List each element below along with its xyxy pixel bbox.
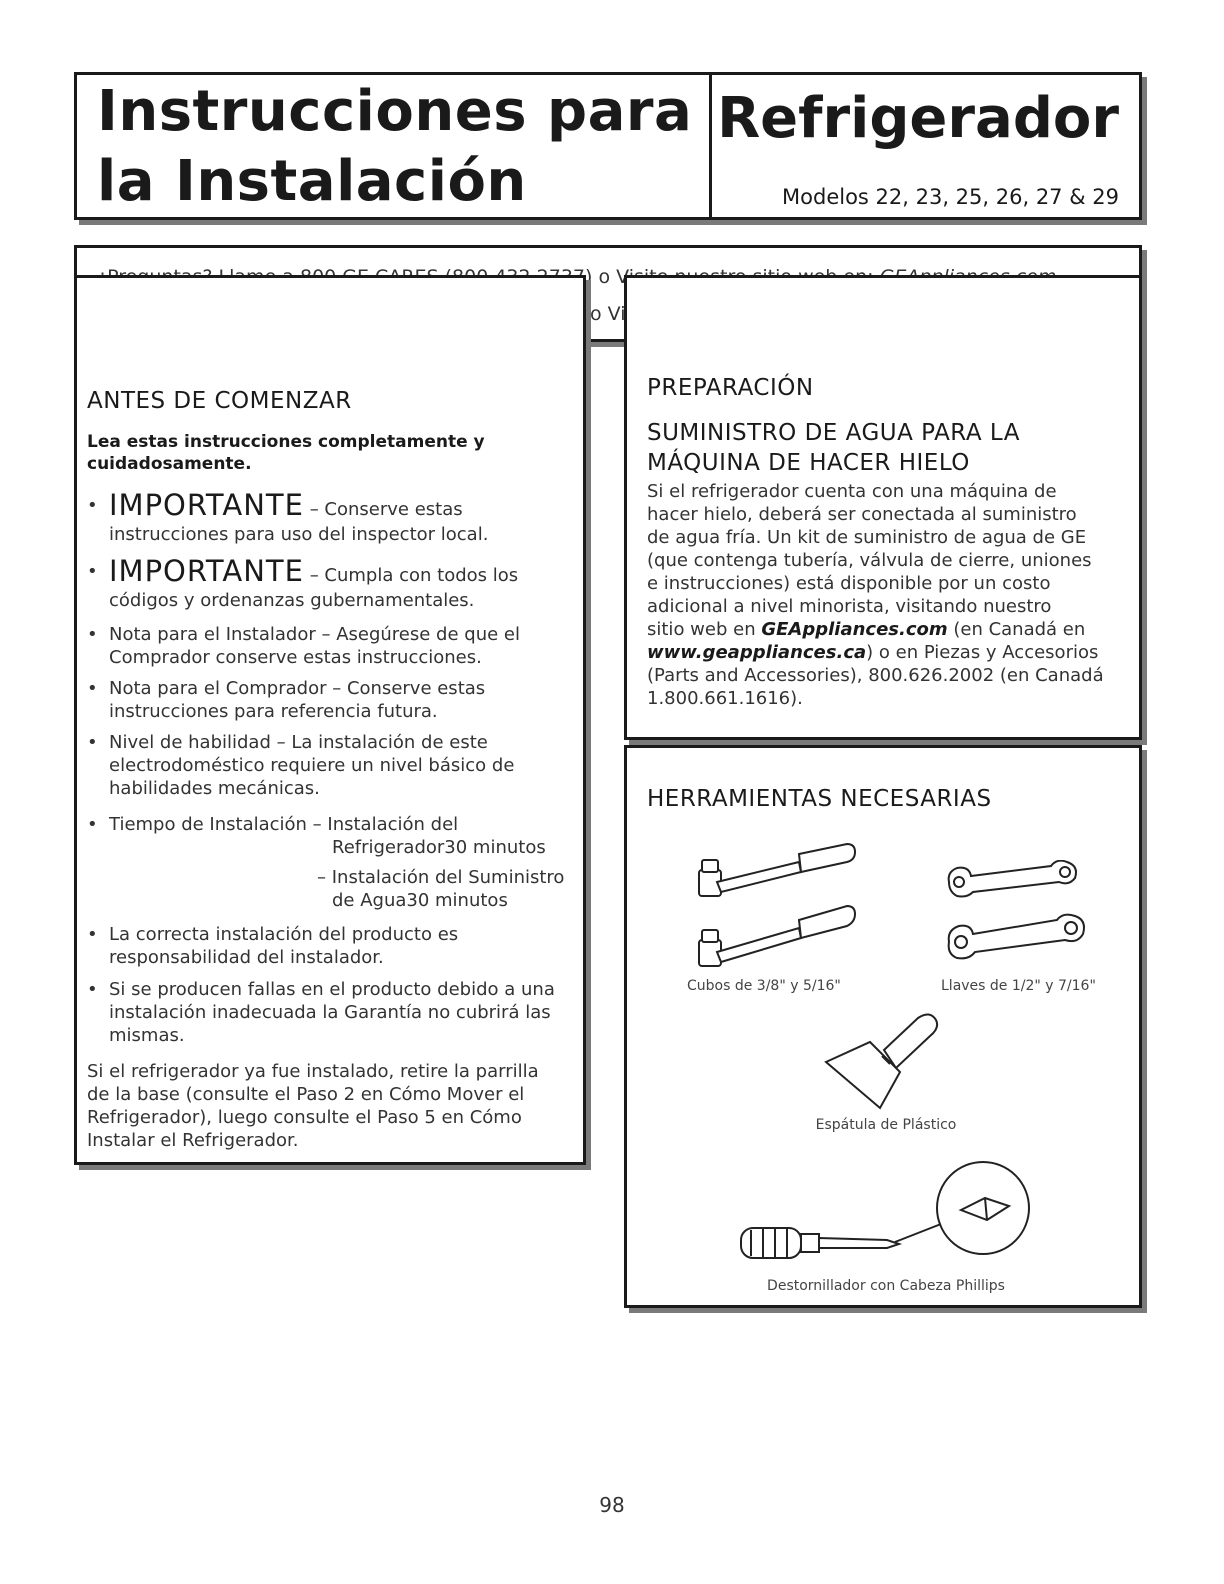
- header-product-title: Refrigerador: [717, 86, 1119, 151]
- open-end-wrench-icon: [939, 860, 1089, 970]
- phillips-screwdriver-icon: [737, 1158, 1037, 1268]
- list-item: • Si se producen fallas en el producto debido a una instalación inadecuada la Garantía no cubrirá las mismas.: [87, 979, 555, 1046]
- before-paragraph: Si el refrigerador ya fue instalado, retire la parrilla de la base (consulte el Paso 2 en Cómo Mover el Refrigerador), luego consulte el Paso 5 en Cómo Instalar el Refrigerador.: [87, 1061, 539, 1151]
- tools-section: [624, 745, 1142, 1308]
- page-number: 98: [599, 1493, 625, 1517]
- list-item: • Nivel de habilidad – La instalación de este electrodoméstico requiere un nivel básico de habilidades mecánicas.: [87, 732, 515, 799]
- bullet-icon: •: [87, 624, 98, 645]
- section-title-before: ANTES DE COMENZAR: [87, 388, 352, 414]
- header-models: Modelos 22, 23, 25, 26, 27 & 29: [782, 185, 1119, 209]
- socket-wrench-icon: [689, 840, 859, 970]
- bullet-icon: •: [87, 561, 98, 582]
- water-supply-subtitle: SUMINISTRO DE AGUA PARA LA MÁQUINA DE HACER HIELO: [647, 420, 1020, 476]
- bullet-icon: •: [87, 732, 98, 753]
- list-item: • Tiempo de Instalación – Instalación del Refrigerador30 minutos – Instalación del Suministro de Agua30 minutos: [87, 814, 565, 911]
- list-item: • Nota para el Instalador – Asegúrese de que el Comprador conserve estas instrucciones.: [87, 624, 520, 668]
- bullet-icon: •: [87, 678, 98, 699]
- header-left-title: Instrucciones para la Instalación: [97, 79, 693, 214]
- plastic-spatula-icon: [822, 1010, 942, 1110]
- preparation-section: [624, 275, 1142, 740]
- ge-appliances-link[interactable]: GEAppliances.com: [761, 619, 948, 640]
- bullet-icon: •: [87, 979, 98, 1000]
- screwdriver-caption: Destornillador con Cabeza Phillips: [767, 1278, 1005, 1294]
- contact-line-2: o: [589, 303, 602, 325]
- contact-line-1: o: [97, 266, 1056, 288]
- list-item: • La correcta instalación del producto es responsabilidad del instalador.: [87, 924, 459, 968]
- spatula-caption: Espátula de Plástico: [815, 1117, 957, 1133]
- document-header: [74, 72, 1142, 220]
- water-supply-text: Si el refrigerador cuenta con una máquina de hacer hielo, deberá ser conectada al suministro de agua fría. Un kit de suministro de agua de GE (que contenga tubería, válvula de cierre, uniones e instrucciones) está disponible por un costo adicional a nivel minorista, visitando nuestro sitio web en GEAppliances.com (en Canadá en www.geappliances.ca) o en Piezas y Accesorios (Parts and Accessories), 800.626.2002 (en Canadá 1.800.661.1616).: [647, 481, 1104, 709]
- section-title-preparation: PREPARACIÓN: [647, 375, 814, 401]
- bullet-icon: •: [87, 495, 98, 516]
- header-divider: [709, 75, 712, 217]
- before-starting-section: ANTES DE COMENZAR Lea estas instrucciones completamente y cuidadosamente. • IMPORTANTE – Conserve estas instrucciones para uso del inspector local. • IMPORTANTE – Cumpla con todos los códigos y ordenanzas gubernamentales. • Nota para el Instalador – Asegúrese de que el Comprador conserve estas instrucciones. • Nota para el Comprador – Conserve estas instrucciones para referencia futura. • Nivel de habilidad – La instalación de este electrodoméstico requiere un nivel básico de habilidades mecánicas. • Tiempo de Instalación – Instalación del Refrigerador30 minutos – Instalación del Suministro de Agua30 minutos • La correcta instalación del producto es responsabilidad del instalador. • Si se producen fallas en el producto debido a una instalación inadecuada la Garantía no cubrirá las mismas. Si el refrigerador ya fue instalado, retire la parrilla de la base (consulte el Paso 2 en Cómo Mover el Refrigerador), luego consulte el Paso 5 en Cómo Instalar el Refrigerador.: [74, 275, 586, 1165]
- ge-appliances-ca-link[interactable]: www.geappliances.ca: [647, 642, 867, 663]
- wrenches-caption: Llaves de 1/2" y 7/16": [941, 978, 1096, 994]
- before-intro: Lea estas instrucciones completamente y cuidadosamente.: [87, 432, 485, 474]
- section-title-tools: HERRAMIENTAS NECESARIAS: [647, 786, 992, 812]
- list-item: • Nota para el Comprador – Conserve estas instrucciones para referencia futura.: [87, 678, 486, 722]
- bullet-icon: •: [87, 924, 98, 945]
- sockets-caption: Cubos de 3/8" y 5/16": [687, 978, 841, 994]
- bullet-icon: •: [87, 814, 98, 835]
